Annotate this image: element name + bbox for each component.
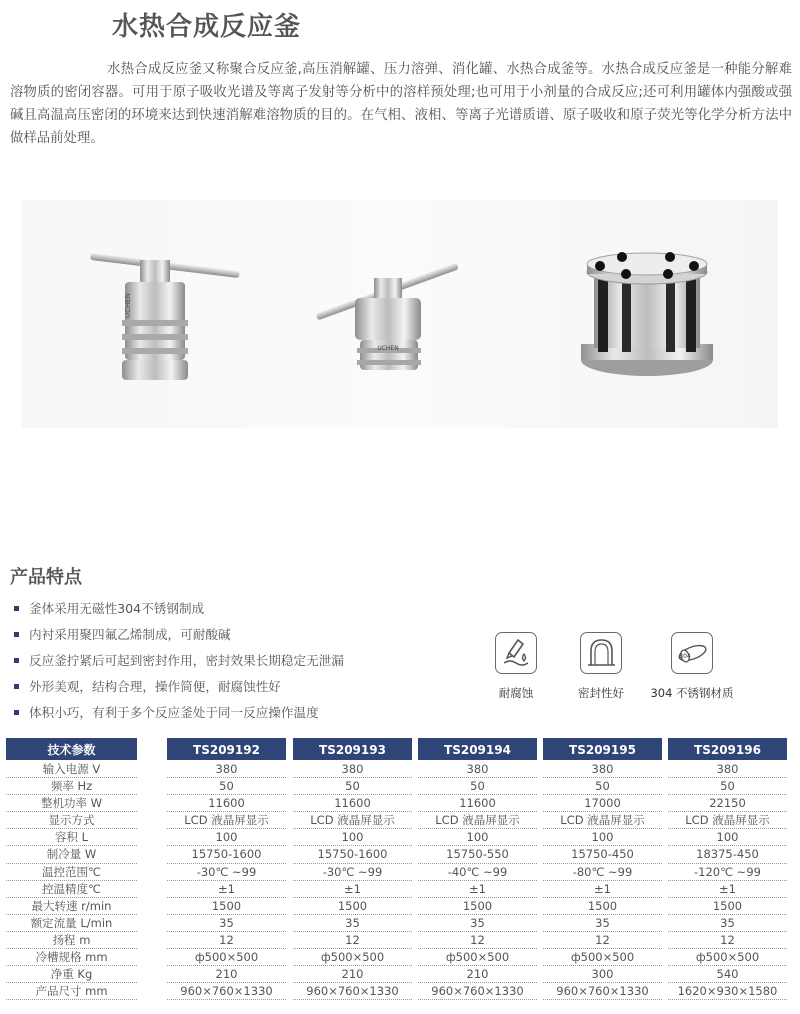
spec-cell: 15750-450 [543,846,662,863]
badge-sealing [568,632,634,701]
badge-label: 耐腐蚀 [498,686,534,700]
spec-cell: 15750-1600 [293,846,412,863]
spec-cell: 100 [543,829,662,846]
spec-cell: 100 [418,829,537,846]
spec-cell: ±1 [543,881,662,898]
table-row [6,761,790,778]
spec-cell: 100 [167,829,286,846]
spec-cell: 960×760×1330 [293,983,412,1000]
spec-cell: ф500×500 [293,949,412,966]
reactor-image-1 [90,253,240,380]
table-row [6,898,790,915]
spec-header-model: TS209193 [293,738,412,760]
spec-cell: 50 [543,778,662,795]
spec-param-label: 显示方式 [6,812,137,829]
spec-header-param: 技术参数 [6,738,137,760]
spec-header-model: TS209196 [668,738,787,760]
spec-cell: 1500 [293,898,412,915]
reactor-image-2 [315,263,458,370]
spec-cell: 210 [293,966,412,983]
spec-param-label: 温控范围℃ [6,864,137,881]
spec-cell: 35 [418,915,537,932]
spec-cell: -30℃ ~99 [167,864,286,881]
spec-cell: LCD 液晶屏显示 [543,812,662,829]
table-row [6,966,790,983]
spec-cell: 50 [167,778,286,795]
spec-cell: 50 [418,778,537,795]
stainless-304-icon [671,632,713,674]
spec-cell: ф500×500 [543,949,662,966]
spec-param-label: 制冷量 W [6,846,137,863]
table-row [6,983,790,1000]
badge-label: 304 不锈钢材质 [650,686,734,700]
spec-cell: 380 [543,761,662,778]
spec-header-model: TS209194 [418,738,537,760]
spec-param-label: 容积 L [6,829,137,846]
spec-param-label: 额定流量 L/min [6,915,137,932]
spec-param-label: 净重 Kg [6,966,137,983]
spec-cell: 210 [167,966,286,983]
product-photo-strip [22,200,778,428]
spec-cell: 35 [167,915,286,932]
feature-item: 反应釜拧紧后可起到密封作用，密封效果长期稳定无泄漏 [12,650,344,676]
spec-cell: 12 [418,932,537,949]
table-row [6,829,790,846]
spec-cell: 300 [543,966,662,983]
spec-cell: 17000 [543,795,662,812]
icon-304-text: 304 [678,653,691,660]
badge-label: 密封性好 [578,686,624,700]
spec-cell: 35 [668,915,787,932]
feature-item: 釜体采用无磁性304不锈钢制成 [12,598,344,624]
feature-item: 体积小巧，有利于多个反应釜处于同一反应操作温度 [12,702,344,728]
spec-cell: 540 [668,966,787,983]
page-title: 水热合成反应釜 [112,12,302,42]
spec-cell: 15750-1600 [167,846,286,863]
spec-cell: -80℃ ~99 [543,864,662,881]
reactor-image-3 [581,252,713,376]
table-row [6,795,790,812]
table-row [6,881,790,898]
corrosion-resistant-icon [495,632,537,674]
spec-cell: -120℃ ~99 [668,864,787,881]
spec-param-label: 控温精度℃ [6,881,137,898]
spec-cell: 18375-450 [668,846,787,863]
badge-stainless [646,632,738,701]
spec-cell: ±1 [293,881,412,898]
spec-header-model: TS209195 [543,738,662,760]
spec-cell: 12 [167,932,286,949]
spec-cell: LCD 液晶屏显示 [167,812,286,829]
table-row [6,932,790,949]
spec-cell: ф500×500 [668,949,787,966]
spec-cell: 960×760×1330 [418,983,537,1000]
spec-cell: LCD 液晶屏显示 [668,812,787,829]
table-row [6,846,790,863]
spec-cell: 50 [293,778,412,795]
features-heading: 产品特点 [10,567,82,588]
spec-cell: ±1 [668,881,787,898]
table-row [6,778,790,795]
spec-cell: -40℃ ~99 [418,864,537,881]
reactor-1-brand: UCHEN [124,293,132,318]
spec-cell: 15750-550 [418,846,537,863]
spec-cell: 1500 [418,898,537,915]
badge-corrosion [488,632,544,701]
spec-cell: 11600 [293,795,412,812]
spec-cell: 380 [167,761,286,778]
spec-cell: ±1 [418,881,537,898]
spec-cell: 50 [668,778,787,795]
spec-rows [6,761,790,1000]
spec-cell: 11600 [167,795,286,812]
sealing-icon [580,632,622,674]
spec-cell: 22150 [668,795,787,812]
spec-param-label: 冷槽规格 mm [6,949,137,966]
reactor-2-brand: UCHEN [377,345,399,352]
spec-cell: 11600 [418,795,537,812]
spec-cell: 380 [293,761,412,778]
spec-cell: 960×760×1330 [167,983,286,1000]
feature-item: 外形美观，结构合理，操作简便，耐腐蚀性好 [12,676,344,702]
spec-cell: ф500×500 [167,949,286,966]
spec-cell: 210 [418,966,537,983]
spec-cell: 12 [293,932,412,949]
spec-cell: ф500×500 [418,949,537,966]
spec-param-label: 输入电源 V [6,761,137,778]
spec-cell: 380 [668,761,787,778]
spec-cell: ±1 [167,881,286,898]
spec-cell: 100 [293,829,412,846]
feature-badges [0,632,800,702]
table-row [6,812,790,829]
spec-cell: 1620×930×1580 [668,983,787,1000]
spec-cell: 12 [543,932,662,949]
spec-param-label: 最大转速 r/min [6,898,137,915]
table-row [6,915,790,932]
spec-cell: 1500 [543,898,662,915]
spec-cell: 35 [293,915,412,932]
spec-cell: LCD 液晶屏显示 [418,812,537,829]
table-row [6,949,790,966]
spec-param-label: 产品尺寸 mm [6,983,137,1000]
feature-item: 内衬采用聚四氟乙烯制成，可耐酸碱 [12,624,344,650]
spec-param-label: 整机功率 W [6,795,137,812]
spec-cell: 35 [543,915,662,932]
spec-param-label: 频率 Hz [6,778,137,795]
spec-cell: 100 [668,829,787,846]
spec-cell: 1500 [167,898,286,915]
table-row [6,864,790,881]
spec-cell: 960×760×1330 [543,983,662,1000]
spec-cell: -30℃ ~99 [293,864,412,881]
spec-header-model: TS209192 [167,738,286,760]
spec-param-label: 扬程 m [6,932,137,949]
spec-cell: 12 [668,932,787,949]
spec-cell: 1500 [668,898,787,915]
spec-cell: LCD 液晶屏显示 [293,812,412,829]
spec-cell: 380 [418,761,537,778]
intro-paragraph: 水热合成反应釜又称聚合反应釜,高压消解罐、压力溶弹、消化罐、水热合成釜等。水热合成反应釜是一种能分解难溶物质的密闭容器。可用于原子吸收光谱及等离子发射等分析中的溶样预处理;也可用于小剂量的合成反应;还可利用罐体内强酸或强碱且高温高压密闭的环境来达到快速消解难溶物质的目的。在气相、液相、等离子光谱质谱、原子吸收和原子荧光等化学分析方法中做样品前处理。 [10,62,792,146]
